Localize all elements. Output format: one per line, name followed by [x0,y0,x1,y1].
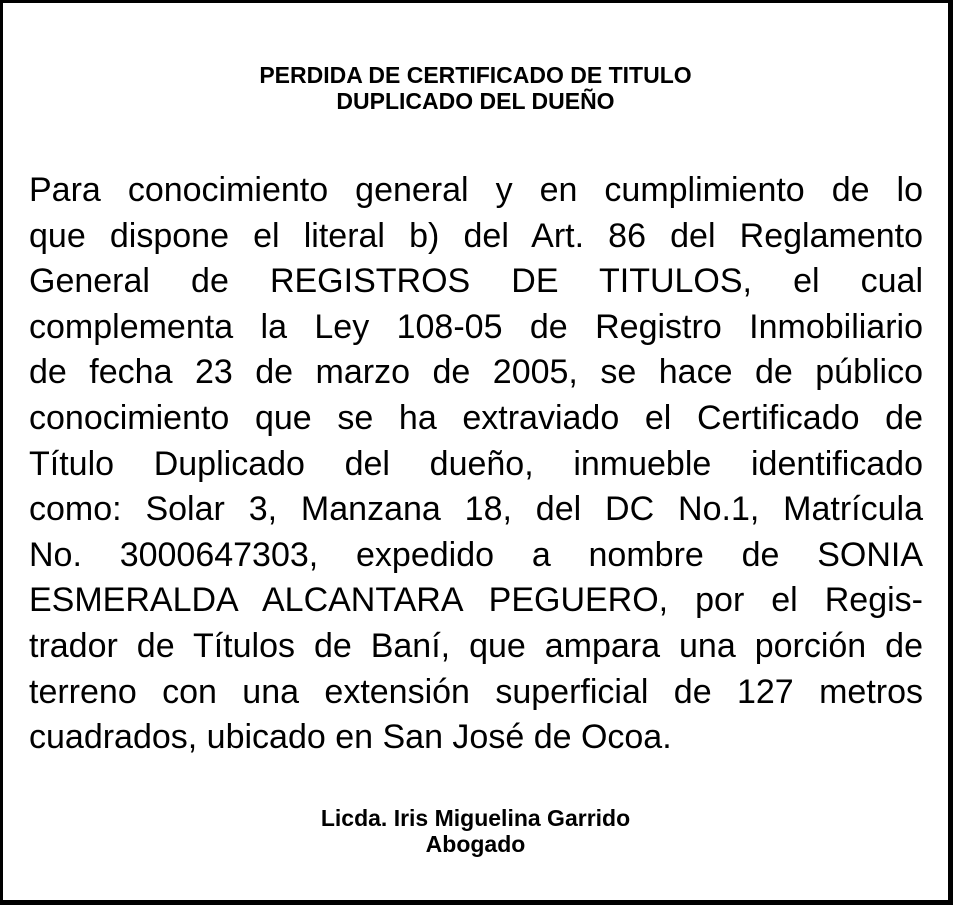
body-line: trador de Títulos de Baní, que ampara una porción de [29,626,923,665]
signature-role: Abogado [425,831,526,857]
notice-title-line-1: PERDIDA DE CERTIFICADO DE TITULO [259,62,692,88]
body-line: conocimiento que se ha extraviado el Certificado de [29,398,923,437]
body-line: que dispone el literal b) del Art. 86 del Reglamento [29,216,923,255]
notice-title [3,62,948,114]
notice-title-line-2: DUPLICADO DEL DUEÑO [336,88,615,114]
notice-body [29,168,923,761]
body-line: ESMERALDA ALCANTARA PEGUERO, por el Regis- [29,581,923,620]
body-line: No. 3000647303, expedido a nombre de SONIA [29,535,923,574]
signature-name: Licda. Iris Miguelina Garrido [320,805,631,831]
body-line: como: Solar 3, Manzana 18, del DC No.1, Matrícula [29,490,923,529]
body-line: de fecha 23 de marzo de 2005, se hace de público [29,353,923,392]
body-line: cuadrados, ubicado en San José de Ocoa. [29,718,672,757]
signature-block [3,805,948,857]
body-line: Título Duplicado del dueño, inmueble identificado [29,444,923,483]
body-line: terreno con una extensión superficial de 127 metros [29,672,923,711]
body-line: complementa la Ley 108-05 de Registro Inmobiliario [29,307,923,346]
body-line: Para conocimiento general y en cumplimiento de lo [29,171,923,209]
body-line: General de REGISTROS DE TITULOS, el cual [29,262,923,301]
